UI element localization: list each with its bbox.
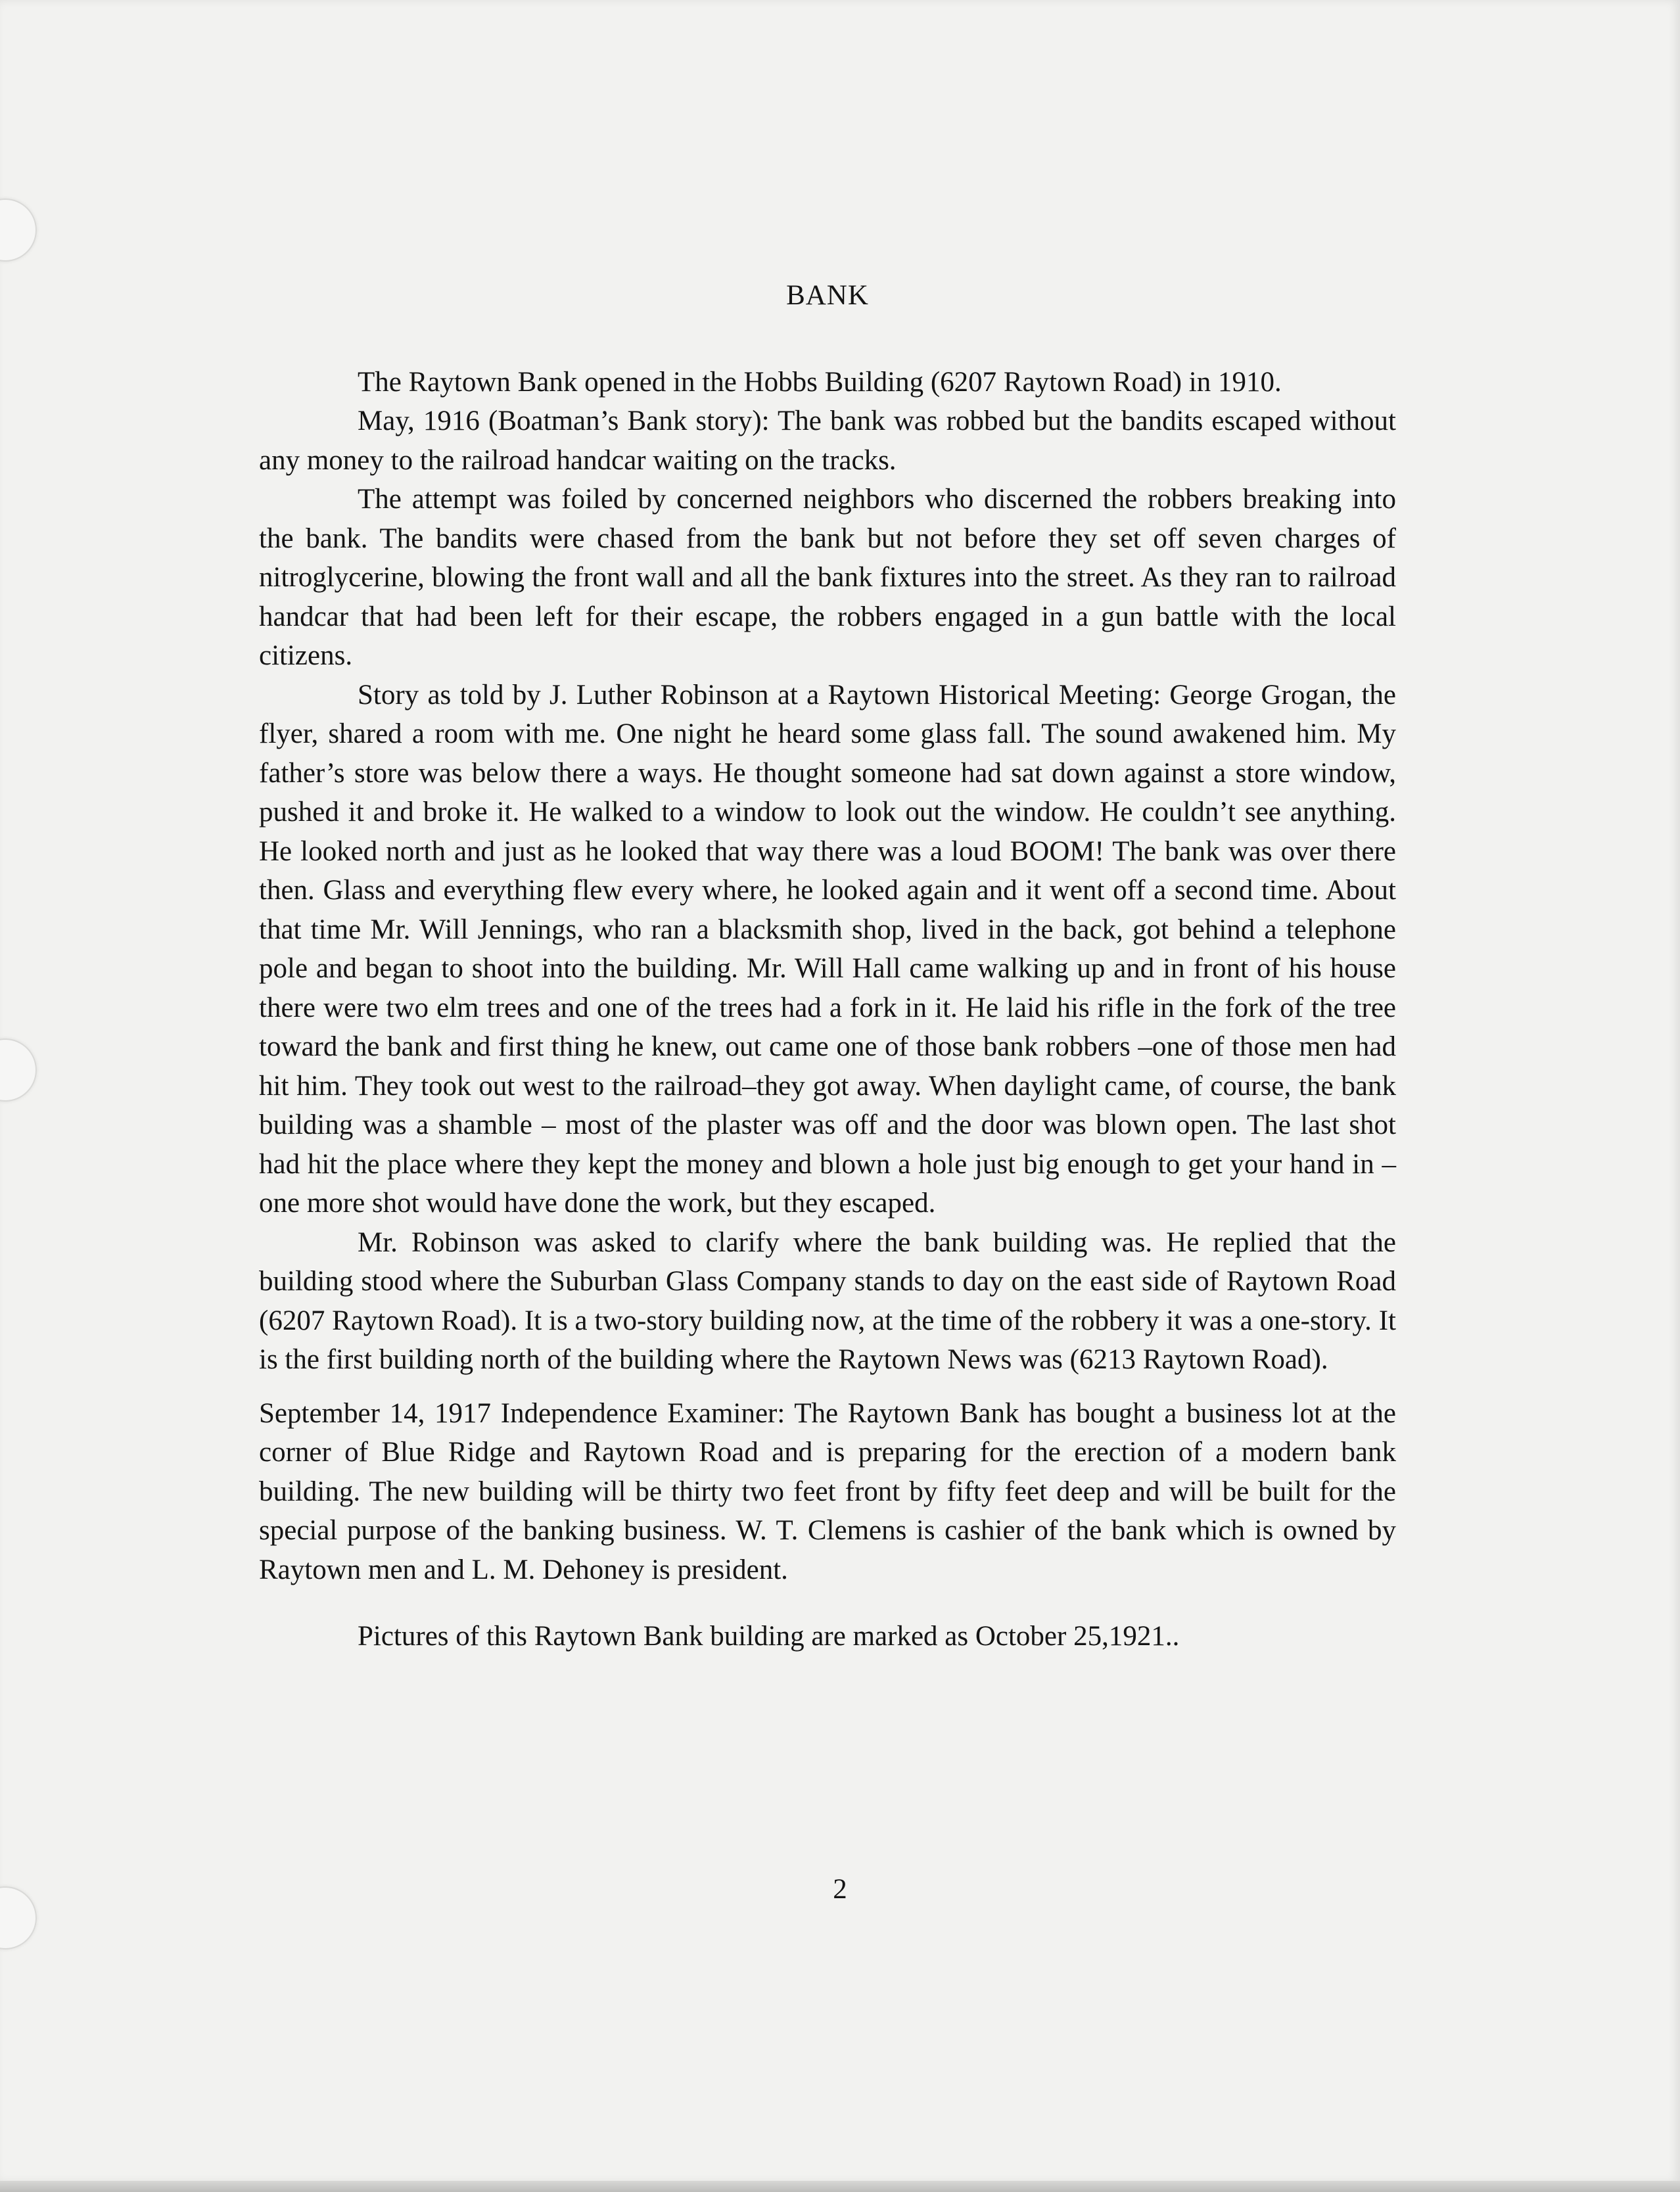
page-number: 2 bbox=[833, 1874, 847, 1905]
paragraph: May, 1916 (Boatman’s Bank story): The bank was robbed but the bandits escaped without any money to the railroad handcar waiting on the tracks. bbox=[259, 406, 1396, 476]
document-body bbox=[259, 276, 1396, 1656]
paragraph: September 14, 1917 Independence Examiner: The Raytown Bank has bought a business lot at the corner of Blue Ridge and Raytown Road and is preparing for the erection of a modern bank building. The new building will be thirty two feet front by fifty feet deep and will be built for the special purpose of the banking business. W. T. Clemens is cashier of the bank which is owned by Raytown men and L. M. Dehoney is president. bbox=[259, 1397, 1396, 1585]
paragraph: Pictures of this Raytown Bank building are marked as October 25,1921.. bbox=[358, 1621, 1180, 1652]
paragraph: The Raytown Bank opened in the Hobbs Building (6207 Raytown Road) in 1910. bbox=[358, 366, 1282, 398]
punch-hole bbox=[0, 1038, 37, 1102]
paragraph: The attempt was foiled by concerned neighbors who discerned the robbers breaking into the bank. The bandits were chased from the bank but not before they set off seven charges of nitroglycerine, blowing the front wall and all the bank fixtures into the street. As they ran to railroad handcar that had been left for their escape, the robbers engaged in a gun battle with the local citizens. bbox=[259, 484, 1396, 671]
scan-edge bbox=[0, 2181, 1680, 2192]
paragraph: Mr. Robinson was asked to clarify where the bank building was. He replied that the building stood where the Suburban Glass Company stands to day on the east side of Raytown Road (6207 Raytown Road). It is a two-story building now, at the time of the robbery it was a one-story. It is the first building north of the building where the Raytown News was (6213 Raytown Road). bbox=[259, 1226, 1396, 1375]
paragraph: Story as told by J. Luther Robinson at a Raytown Historical Meeting: George Grogan, the flyer, shared a room with me. One night he heard some glass fall. The sound awakened him. My father’s store was below there a ways. He thought someone had sat down against a store window, pushed it and broke it. He walked to a window to look out the window. He couldn’t see anything. He looked north and just as he looked that way there was a loud BOOM! The bank was over there then. Glass and everything flew every where, he looked again and it went off a second time. About that time Mr. Will Jennings, who ran a blacksmith shop, lived in the back, got behind a telephone pole and began to shoot into the building. Mr. Will Hall came walking up and in front of his house there were two elm trees and one of the trees had a fork in it. He laid his rifle in the fork of the tree toward the bank and first thing he knew, out came one of those bank robbers –one of those men had hit him. They took out west to the railroad–they got away. When daylight came, of course, the bank building was a shamble – most of the plaster was off and the door was blown open. The last shot had hit the place where they kept the money and blown a hole just big enough to get your hand in –one more shot would have done the work, but they escaped. bbox=[259, 679, 1396, 1219]
punch-hole bbox=[0, 198, 37, 262]
page-title: BANK bbox=[786, 280, 869, 311]
